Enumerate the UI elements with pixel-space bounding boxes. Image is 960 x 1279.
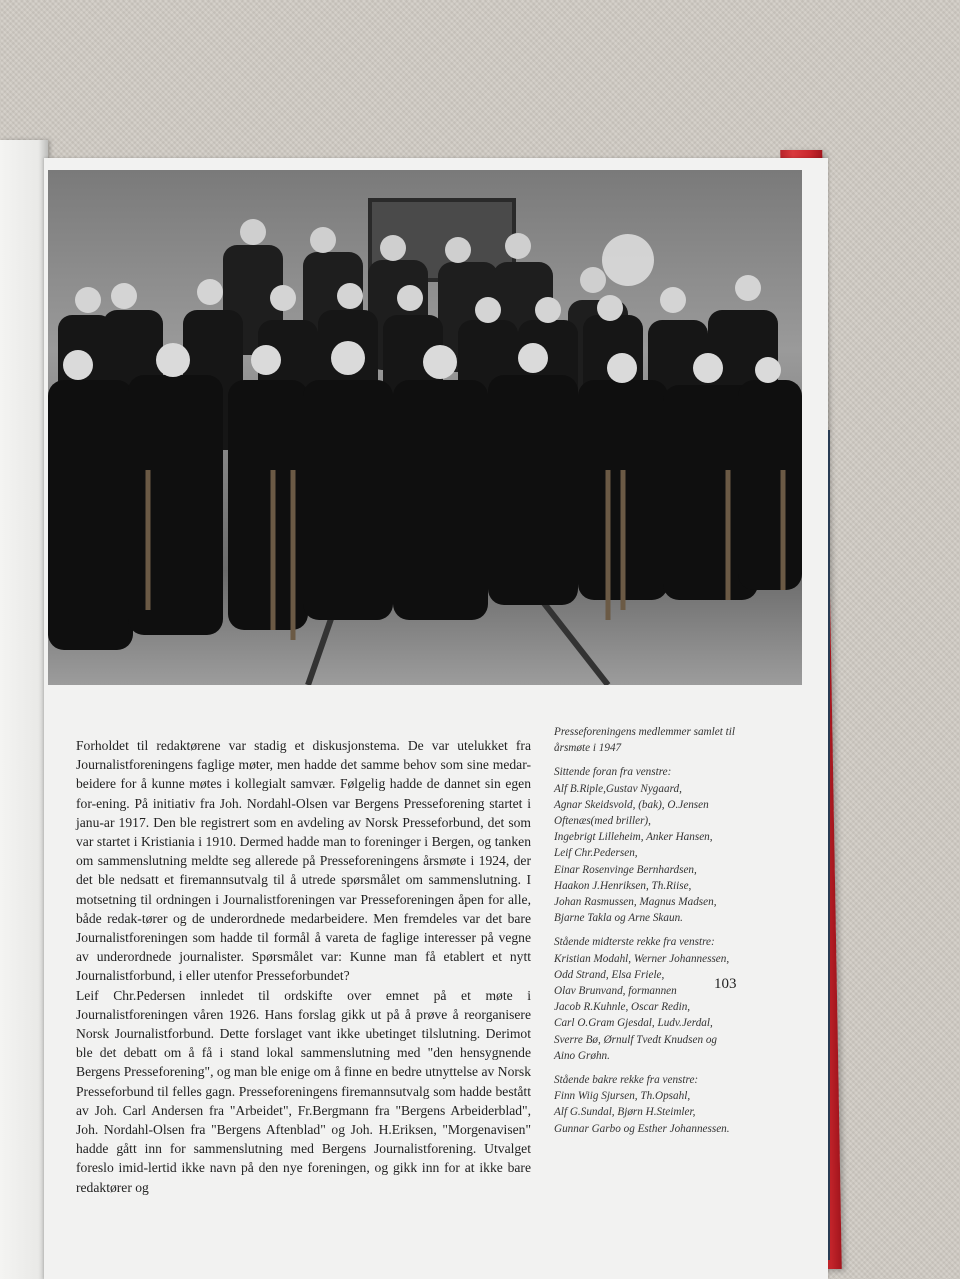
caption-line: Bjarne Takla og Arne Skaun. xyxy=(554,912,683,925)
caption-line: Agnar Skeidsvold, (bak), O.Jensen xyxy=(554,798,709,811)
photo-illustration xyxy=(48,170,802,685)
caption-line: Carl O.Gram Gjesdal, Ludv.Jerdal, xyxy=(554,1017,713,1030)
caption-line: Stående midterste rekke fra venstre: xyxy=(554,936,715,949)
caption-line: Oftenæs(med briller), xyxy=(554,815,651,828)
group-photograph xyxy=(48,170,802,685)
caption-line: Johan Rasmussen, Magnus Madsen, xyxy=(554,896,717,909)
caption-title xyxy=(554,724,769,756)
caption-line: Finn Wiig Sjursen, Th.Opsahl, xyxy=(554,1090,691,1103)
caption-line: Jacob R.Kuhnle, Oscar Redin, xyxy=(554,1001,691,1014)
caption-line: Odd Strand, Elsa Friele, xyxy=(554,968,665,981)
page-number: 103 xyxy=(714,976,737,992)
caption-line: Alf B.Riple,Gustav Nygaard, xyxy=(554,782,682,795)
caption-line: Kristian Modahl, Werner Johannessen, xyxy=(554,952,730,965)
caption-line: Gunnar Garbo og Esther Johannessen. xyxy=(554,1122,730,1135)
caption-line: Haakon J.Henriksen, Th.Riise, xyxy=(554,879,692,892)
caption-title-line: Presseforeningens medlemmer samlet til xyxy=(554,726,735,738)
caption-line: Olav Brunvand, formannen xyxy=(554,985,677,998)
body-text-column xyxy=(76,736,531,1197)
caption-title-line: årsmøte i 1947 xyxy=(554,742,622,755)
caption-line: Ingebrigt Lilleheim, Anker Hansen, xyxy=(554,831,713,844)
caption-line: Leif Chr.Pedersen, xyxy=(554,847,638,860)
caption-front-row xyxy=(554,764,769,926)
caption-middle-row xyxy=(554,934,769,1064)
book-page xyxy=(44,158,828,1279)
facing-page-edge xyxy=(0,140,48,1279)
caption-line: Sittende foran fra venstre: xyxy=(554,766,672,779)
caption-line: Alf G.Sundal, Bjørn H.Steimler, xyxy=(554,1106,696,1119)
body-paragraph-1: Forholdet til redaktørene var stadig et diskusjonstema. De var utelukket fra Journalistforeningens faglige møter, men hadde det samme behov som sine medar-beidere for å kunne møtes i kollegialt samvær. Følgelig hadde de dannet sin egen for-ening. På initiativ fra Joh. Nordahl-Olsen var Bergens Presseforening startet i janu-ar 1917. Den ble registrert som en avdeling av Norsk Presseforbund, det som var startet i Kristiania i 1910. Dermed hadde man to foreninger i Bergen, og tanken om sammenslutning meldte seg allerede på Presseforeningens årsmøte i 1924, der det ble nedsatt et firemannsutvalg til å utrede spørsmålet om sammenslutning. I motsetning til ordningen i Journalistforeningen var Presseforeningen åpen for alle, både redak-tører og de underordnede medarbeidere. Men fremdeles var det bare Journalistforeningen som hadde til formål å vareta de faglige interesser på vegne av underordnede journalister. Spørsmålet var: Kunne man få etablert et nytt Journalistforbund, i eller utenfor Presseforbundet? xyxy=(76,738,531,984)
caption-line: Stående bakre rekke fra venstre: xyxy=(554,1074,699,1087)
caption-line: Einar Rosenvinge Bernhardsen, xyxy=(554,863,697,876)
body-paragraph-2: Leif Chr.Pedersen innledet til ordskifte over emnet på et møte i Journalistforeningen våren 1926. Hans forslag gikk ut på å prøve å reorganisere Norsk Journalistforbund. Dette forslaget vant ikke ubetinget tilslutning. Derimot ble det debatt om å få i stand lokal sammenslutning med "den hensygnende Bergens Presseforening", og man ble enige om å finne en bedre utnyttelse av Norsk Presseforbund til felles gagn. Presseforeningens firemannsutvalg som hadde bestått av Joh. Carl Andersen fra "Arbeidet", Fr.Bergmann fra "Bergens Arbeiderblad", Joh. Nordahl-Olsen fra "Bergens Aftenblad" og Joh. H.Eriksen, "Morgenavisen" hadde gått inn for sammenslutning med Bergens Journalistforening. Utvalget foreslo imid-lertid ikke navn på den nye foreningen, og gikk inn for at ikke bare redaktører og xyxy=(76,987,531,1195)
caption-back-row xyxy=(554,1072,769,1137)
photo-caption xyxy=(554,724,769,1145)
caption-line: Sverre Bø, Ørnulf Tvedt Knudsen og xyxy=(554,1033,718,1046)
caption-line: Aino Grøhn. xyxy=(554,1049,610,1062)
